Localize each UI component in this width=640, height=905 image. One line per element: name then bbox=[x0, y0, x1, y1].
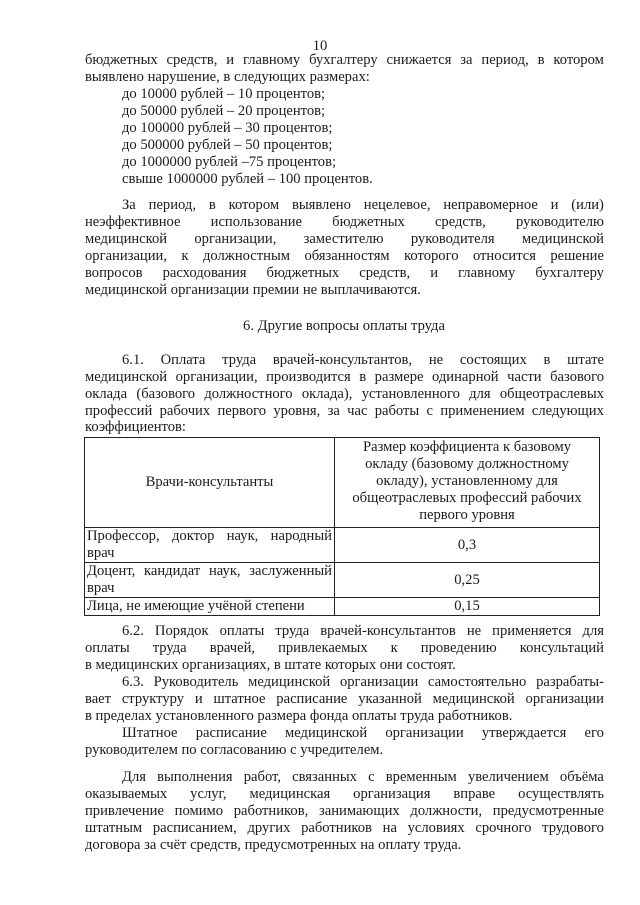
category-line bbox=[87, 563, 332, 580]
word: разрабаты- bbox=[536, 674, 604, 690]
paragraph-line bbox=[85, 231, 604, 248]
word: части bbox=[507, 369, 542, 385]
category-line bbox=[87, 528, 332, 545]
word: срочного bbox=[475, 820, 532, 836]
category-line: Лица, не имеющие учёной степени bbox=[87, 598, 305, 614]
word: услуг, bbox=[190, 786, 227, 802]
word: главному bbox=[242, 52, 301, 68]
word: организации, bbox=[194, 231, 277, 247]
paragraph-line: медицинской организации премии не выплачиваются. bbox=[85, 282, 421, 298]
word: неэффективное bbox=[85, 214, 181, 230]
word: не bbox=[466, 623, 482, 639]
word: выявлено bbox=[291, 197, 351, 213]
column-header-consultants: Врачи-консультанты bbox=[85, 438, 335, 528]
word: в bbox=[359, 369, 367, 385]
word: организации bbox=[525, 691, 604, 707]
word: самостоятельно bbox=[428, 674, 527, 690]
word: медицинской bbox=[85, 231, 168, 247]
word: объёма bbox=[559, 769, 604, 785]
paragraph-line bbox=[122, 352, 604, 369]
list-item: до 500000 рублей – 50 процентов; bbox=[122, 137, 333, 153]
word: профессий bbox=[85, 403, 153, 419]
word: медицинской bbox=[85, 369, 168, 385]
word: организации bbox=[339, 674, 419, 690]
word: оплаты bbox=[219, 623, 265, 639]
paragraph-line: в медицинских организациях, в штате которых они состоят. bbox=[85, 657, 456, 673]
coefficient-value-cell: 0,15 bbox=[335, 598, 600, 616]
word: оклада), bbox=[301, 386, 353, 402]
category-line: врач bbox=[87, 580, 115, 596]
word: (или) bbox=[571, 197, 604, 213]
word: (базового bbox=[136, 386, 196, 402]
paragraph-line bbox=[85, 786, 604, 803]
word: организация bbox=[353, 786, 431, 802]
word: выполнения bbox=[157, 769, 233, 785]
coefficient-value-cell: 0,3 bbox=[335, 528, 600, 563]
paragraph-line: выявлено нарушение, в следующих размерах: bbox=[85, 69, 370, 85]
word: медицинской bbox=[285, 725, 368, 741]
word: организации bbox=[385, 725, 464, 741]
word: За bbox=[122, 197, 136, 213]
coefficient-value-cell: 0,25 bbox=[335, 563, 600, 598]
list-item: до 10000 рублей – 10 процентов; bbox=[122, 86, 326, 102]
list-item: до 100000 рублей – 30 процентов; bbox=[122, 120, 333, 136]
consultant-category-cell bbox=[85, 563, 335, 598]
word: указанной bbox=[358, 691, 422, 707]
word: за bbox=[327, 403, 340, 419]
paragraph-line bbox=[85, 820, 604, 837]
word: врачей-консультантов, bbox=[272, 352, 413, 368]
word: 6.3. bbox=[122, 674, 144, 690]
table-row bbox=[85, 598, 600, 616]
paragraph-line bbox=[85, 386, 604, 403]
word: штатным bbox=[85, 820, 143, 836]
word: в bbox=[208, 197, 216, 213]
word: труда bbox=[152, 640, 187, 656]
word: не bbox=[428, 352, 444, 368]
word: привлекаемых bbox=[278, 640, 368, 656]
word: связанных bbox=[292, 769, 357, 785]
word: врачей, bbox=[209, 640, 256, 656]
word: консультаций bbox=[519, 640, 604, 656]
coefficients-table bbox=[84, 437, 600, 616]
word: бюджетных bbox=[85, 52, 158, 68]
category-line: врач bbox=[87, 545, 115, 561]
word: Порядок bbox=[154, 623, 209, 639]
word: с bbox=[426, 403, 434, 419]
word: медицинская bbox=[249, 786, 331, 802]
word: нецелевое, bbox=[363, 197, 431, 213]
word: расписанием, bbox=[152, 820, 237, 836]
header-line: окладу (базовому должностному bbox=[365, 456, 569, 472]
word: бюджетных bbox=[332, 214, 405, 230]
page-number: 10 bbox=[312, 38, 328, 54]
word: помимо bbox=[174, 803, 224, 819]
word: состоящих bbox=[459, 352, 527, 368]
consultant-category-cell bbox=[85, 598, 335, 616]
word: применением bbox=[440, 403, 525, 419]
section-title: 6. Другие вопросы оплаты труда bbox=[243, 318, 445, 334]
word: обязанностям bbox=[304, 248, 390, 264]
word: работников, bbox=[233, 803, 309, 819]
word: расходования bbox=[162, 265, 247, 281]
word: относится bbox=[472, 248, 536, 264]
word: врачей-консультантов bbox=[320, 623, 456, 639]
word: средств, bbox=[359, 265, 411, 281]
consultant-category-cell bbox=[85, 528, 335, 563]
word: осуществлять bbox=[518, 786, 604, 802]
word: оплаты bbox=[85, 640, 130, 656]
word: снижается bbox=[386, 52, 452, 68]
word: для bbox=[582, 623, 604, 639]
paragraph-line bbox=[85, 803, 604, 820]
word: средств, bbox=[434, 214, 486, 230]
word: привлечение bbox=[85, 803, 164, 819]
paragraph-line bbox=[85, 369, 604, 386]
word: базового bbox=[550, 369, 604, 385]
paragraph-line: договора за счёт средств, предусмотренных на оплату труда. bbox=[85, 837, 462, 853]
word: вает bbox=[85, 691, 112, 707]
word: других bbox=[247, 820, 291, 836]
word: руководителю bbox=[515, 214, 604, 230]
word: следующих bbox=[531, 403, 604, 419]
word: Доцент, bbox=[87, 563, 136, 579]
word: руководителя bbox=[410, 231, 495, 247]
paragraph-line bbox=[85, 403, 604, 420]
word: доктор bbox=[171, 528, 215, 544]
word: использование bbox=[210, 214, 303, 230]
word: 6.2. bbox=[122, 623, 144, 639]
table-row bbox=[85, 528, 600, 563]
word: рабочих bbox=[159, 403, 211, 419]
word: медицинской bbox=[521, 231, 604, 247]
header-line: общеотраслевых профессий рабочих bbox=[352, 490, 582, 506]
list-item: свыше 1000000 рублей – 100 процентов. bbox=[122, 171, 373, 187]
word: Оплата bbox=[160, 352, 206, 368]
word: должностного bbox=[204, 386, 293, 402]
paragraph-line: руководителем по согласованию с учредителем. bbox=[85, 742, 384, 758]
list-item: до 1000000 рублей –75 процентов; bbox=[122, 154, 337, 170]
word: уровня, bbox=[273, 403, 321, 419]
word: бухгалтеру bbox=[535, 265, 604, 281]
word: организации, bbox=[85, 248, 167, 264]
word: расписание bbox=[195, 725, 267, 741]
word: и bbox=[226, 52, 235, 68]
paragraph-line bbox=[85, 214, 604, 231]
word: оказываемых bbox=[85, 786, 168, 802]
paragraph-line bbox=[85, 691, 604, 708]
word: период, bbox=[481, 52, 529, 68]
word: расписание bbox=[276, 691, 348, 707]
word: котором bbox=[228, 197, 280, 213]
word: труда bbox=[222, 352, 257, 368]
header-line: окладу), установленному для bbox=[376, 473, 558, 489]
paragraph-line bbox=[85, 248, 604, 265]
word: оклада bbox=[85, 386, 128, 402]
word: к bbox=[390, 640, 398, 656]
word: первого bbox=[217, 403, 267, 419]
word: временным bbox=[385, 769, 457, 785]
word: к bbox=[181, 248, 189, 264]
word: и bbox=[430, 265, 439, 281]
paragraph-line bbox=[122, 197, 604, 214]
header-line: Размер коэффициента к базовому bbox=[363, 439, 571, 455]
word: бюджетных bbox=[266, 265, 340, 281]
word: и bbox=[194, 691, 203, 707]
word: работников bbox=[301, 820, 372, 836]
list-item: до 50000 рублей – 20 процентов; bbox=[122, 103, 326, 119]
word: в bbox=[543, 352, 551, 368]
word: решение bbox=[550, 248, 604, 264]
word: работы bbox=[374, 403, 420, 419]
word: на bbox=[382, 820, 397, 836]
word: Руководитель bbox=[153, 674, 239, 690]
word: заместителю bbox=[303, 231, 384, 247]
word: наук, bbox=[226, 528, 259, 544]
paragraph-line bbox=[85, 52, 604, 69]
paragraph-line bbox=[122, 674, 604, 691]
paragraph-line bbox=[122, 725, 604, 742]
paragraph-line bbox=[85, 640, 604, 657]
word: кандидат bbox=[143, 563, 201, 579]
word: для bbox=[469, 386, 491, 402]
paragraph-line bbox=[122, 769, 604, 786]
word: установленного bbox=[361, 386, 460, 402]
paragraph-line: в пределах установленного размера фонда оплаты труда работников. bbox=[85, 708, 513, 724]
paragraph-line bbox=[122, 623, 604, 640]
word: Для bbox=[122, 769, 146, 785]
word: должности, bbox=[410, 803, 483, 819]
word: и bbox=[550, 197, 559, 213]
word: народный bbox=[270, 528, 332, 544]
word: медицинской bbox=[432, 691, 515, 707]
word: условиях bbox=[407, 820, 465, 836]
word: вопросов bbox=[85, 265, 143, 281]
word: занимающих bbox=[318, 803, 400, 819]
word: которого bbox=[404, 248, 459, 264]
word: штате bbox=[567, 352, 604, 368]
word: Штатное bbox=[122, 725, 178, 741]
word: одинарной bbox=[432, 369, 499, 385]
word: должностным bbox=[202, 248, 291, 264]
table-header-row bbox=[85, 438, 600, 528]
column-header-coefficient bbox=[335, 438, 600, 528]
word: вправе bbox=[453, 786, 496, 802]
word: труда bbox=[275, 623, 310, 639]
paragraph-line: коэффициентов: bbox=[85, 419, 186, 435]
header-line: первого уровня bbox=[419, 507, 515, 523]
word: проведению bbox=[420, 640, 497, 656]
word: производится bbox=[266, 369, 351, 385]
word: с bbox=[368, 769, 375, 785]
word: наук, bbox=[208, 563, 241, 579]
word: заслуженный bbox=[249, 563, 332, 579]
word: работ, bbox=[243, 769, 281, 785]
word: неправомерное bbox=[443, 197, 538, 213]
word: котором bbox=[553, 52, 604, 68]
word: его bbox=[584, 725, 604, 741]
word: утверждается bbox=[481, 725, 567, 741]
word: период, bbox=[148, 197, 196, 213]
paragraph-line bbox=[85, 265, 604, 282]
word: Профессор, bbox=[87, 528, 160, 544]
word: за bbox=[460, 52, 473, 68]
word: штатное bbox=[213, 691, 266, 707]
word: трудового bbox=[542, 820, 604, 836]
word: предусмотренные bbox=[492, 803, 604, 819]
word: структуру bbox=[121, 691, 185, 707]
word: применяется bbox=[492, 623, 572, 639]
word: главному bbox=[458, 265, 516, 281]
word: в bbox=[537, 52, 545, 68]
word: час bbox=[347, 403, 368, 419]
word: организации, bbox=[175, 369, 258, 385]
word: бухгалтеру bbox=[309, 52, 378, 68]
word: средств, bbox=[166, 52, 218, 68]
word: медицинской bbox=[248, 674, 331, 690]
word: размере bbox=[374, 369, 424, 385]
word: увеличением bbox=[467, 769, 549, 785]
word: 6.1. bbox=[122, 352, 144, 368]
table-row bbox=[85, 563, 600, 598]
word: общеотраслевых bbox=[499, 386, 604, 402]
